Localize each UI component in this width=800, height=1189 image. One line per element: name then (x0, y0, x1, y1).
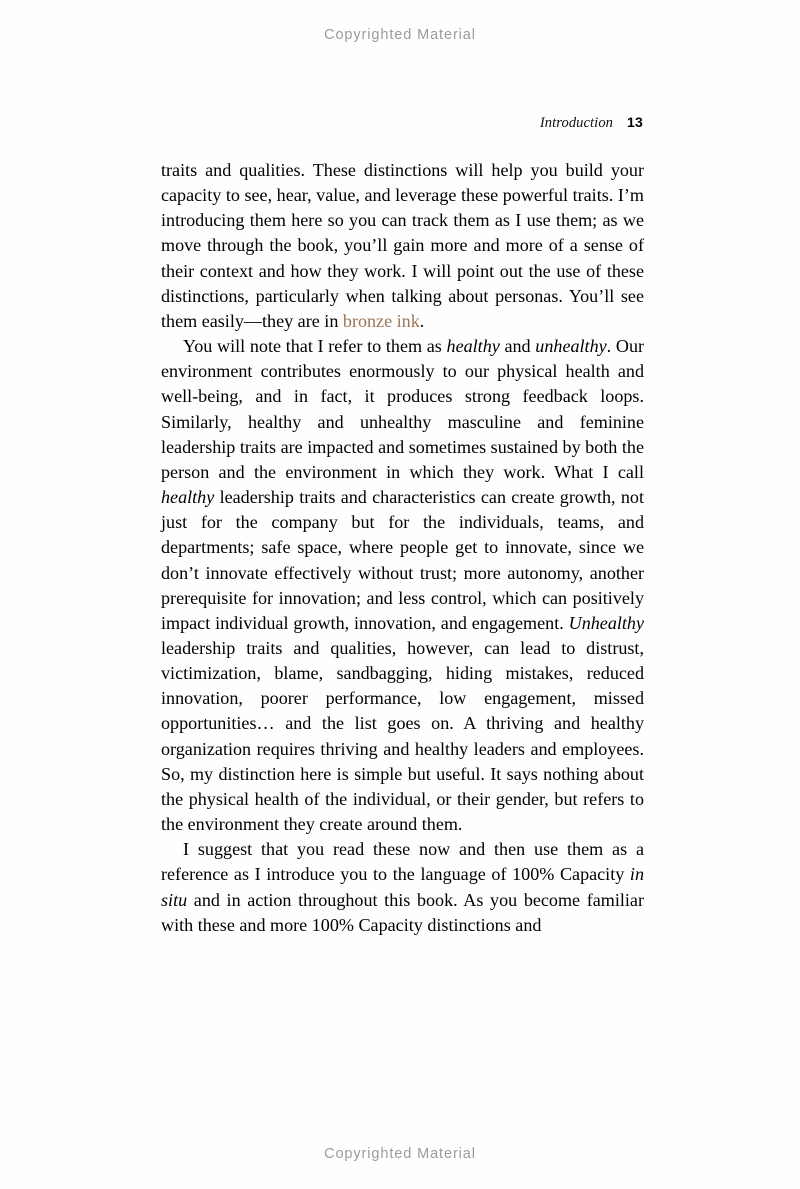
running-head (161, 114, 643, 132)
paragraph: You will note that I refer to them as healthy and unhealthy. Our environment contributes enormously to our physical health and well-being, and in fact, it produces strong feedback loops. Similarly, healthy and unhealthy masculine and feminine leadership traits are impacted and sometimes sustained by both the person and the environment in which they work. What I call healthy leadership traits and characteristics can create growth, not just for the company but for the individuals, teams, and departments; safe space, where people get to innovate, since we don’t innovate effectively without trust; more autonomy, another prerequisite for innovation; and less control, which can positively impact individual growth, innovation, and engagement. Unhealthy leadership traits and qualities, however, can lead to distrust, victimization, blame, sandbagging, hiding mistakes, reduced innovation, poorer performance, low engagement, missed opportunities… and the list goes on. A thriving and healthy organization requires thriving and healthy leaders and employees. So, my distinction here is simple but useful. It says nothing about the physical health of the individual, or their gender, but refers to the environment they create around them. (161, 336, 645, 835)
emphasis-text: Unhealthy (568, 612, 644, 633)
body-text-block (161, 158, 644, 938)
oldstyle-number: 100% (512, 864, 555, 885)
emphasis-text: in situ (161, 864, 644, 910)
oldstyle-number: 100% (311, 914, 354, 935)
bronze-ink-text: bronze ink (342, 310, 420, 331)
page-number: 13 (627, 114, 643, 130)
running-head-title: Introduction (539, 115, 614, 131)
paragraph: traits and qualities. These distinctions will help you build your capacity to see, hear, value, and leverage these powerful traits. I’m introducing them here so you can track them as I use them; as we move through the book, you’ll gain more and more of a sense of their context and how they work. I will point out the use of these distinctions, particularly when talking about personas. You’ll see them easily—they are in bronze ink. (161, 160, 644, 331)
emphasis-text: healthy (446, 336, 500, 357)
paragraph: I suggest that you read these now and then use them as a reference as I introduce you to the language of 100% Capacity in situ and in action throughout this book. As you become familiar with these and more 100% Capacity distinctions and (161, 839, 644, 935)
emphasis-text: unhealthy (535, 336, 607, 357)
copyright-watermark-top: Copyrighted Material (324, 27, 476, 43)
copyright-watermark-bottom: Copyrighted Material (324, 1146, 476, 1162)
emphasis-text: healthy (161, 487, 215, 508)
